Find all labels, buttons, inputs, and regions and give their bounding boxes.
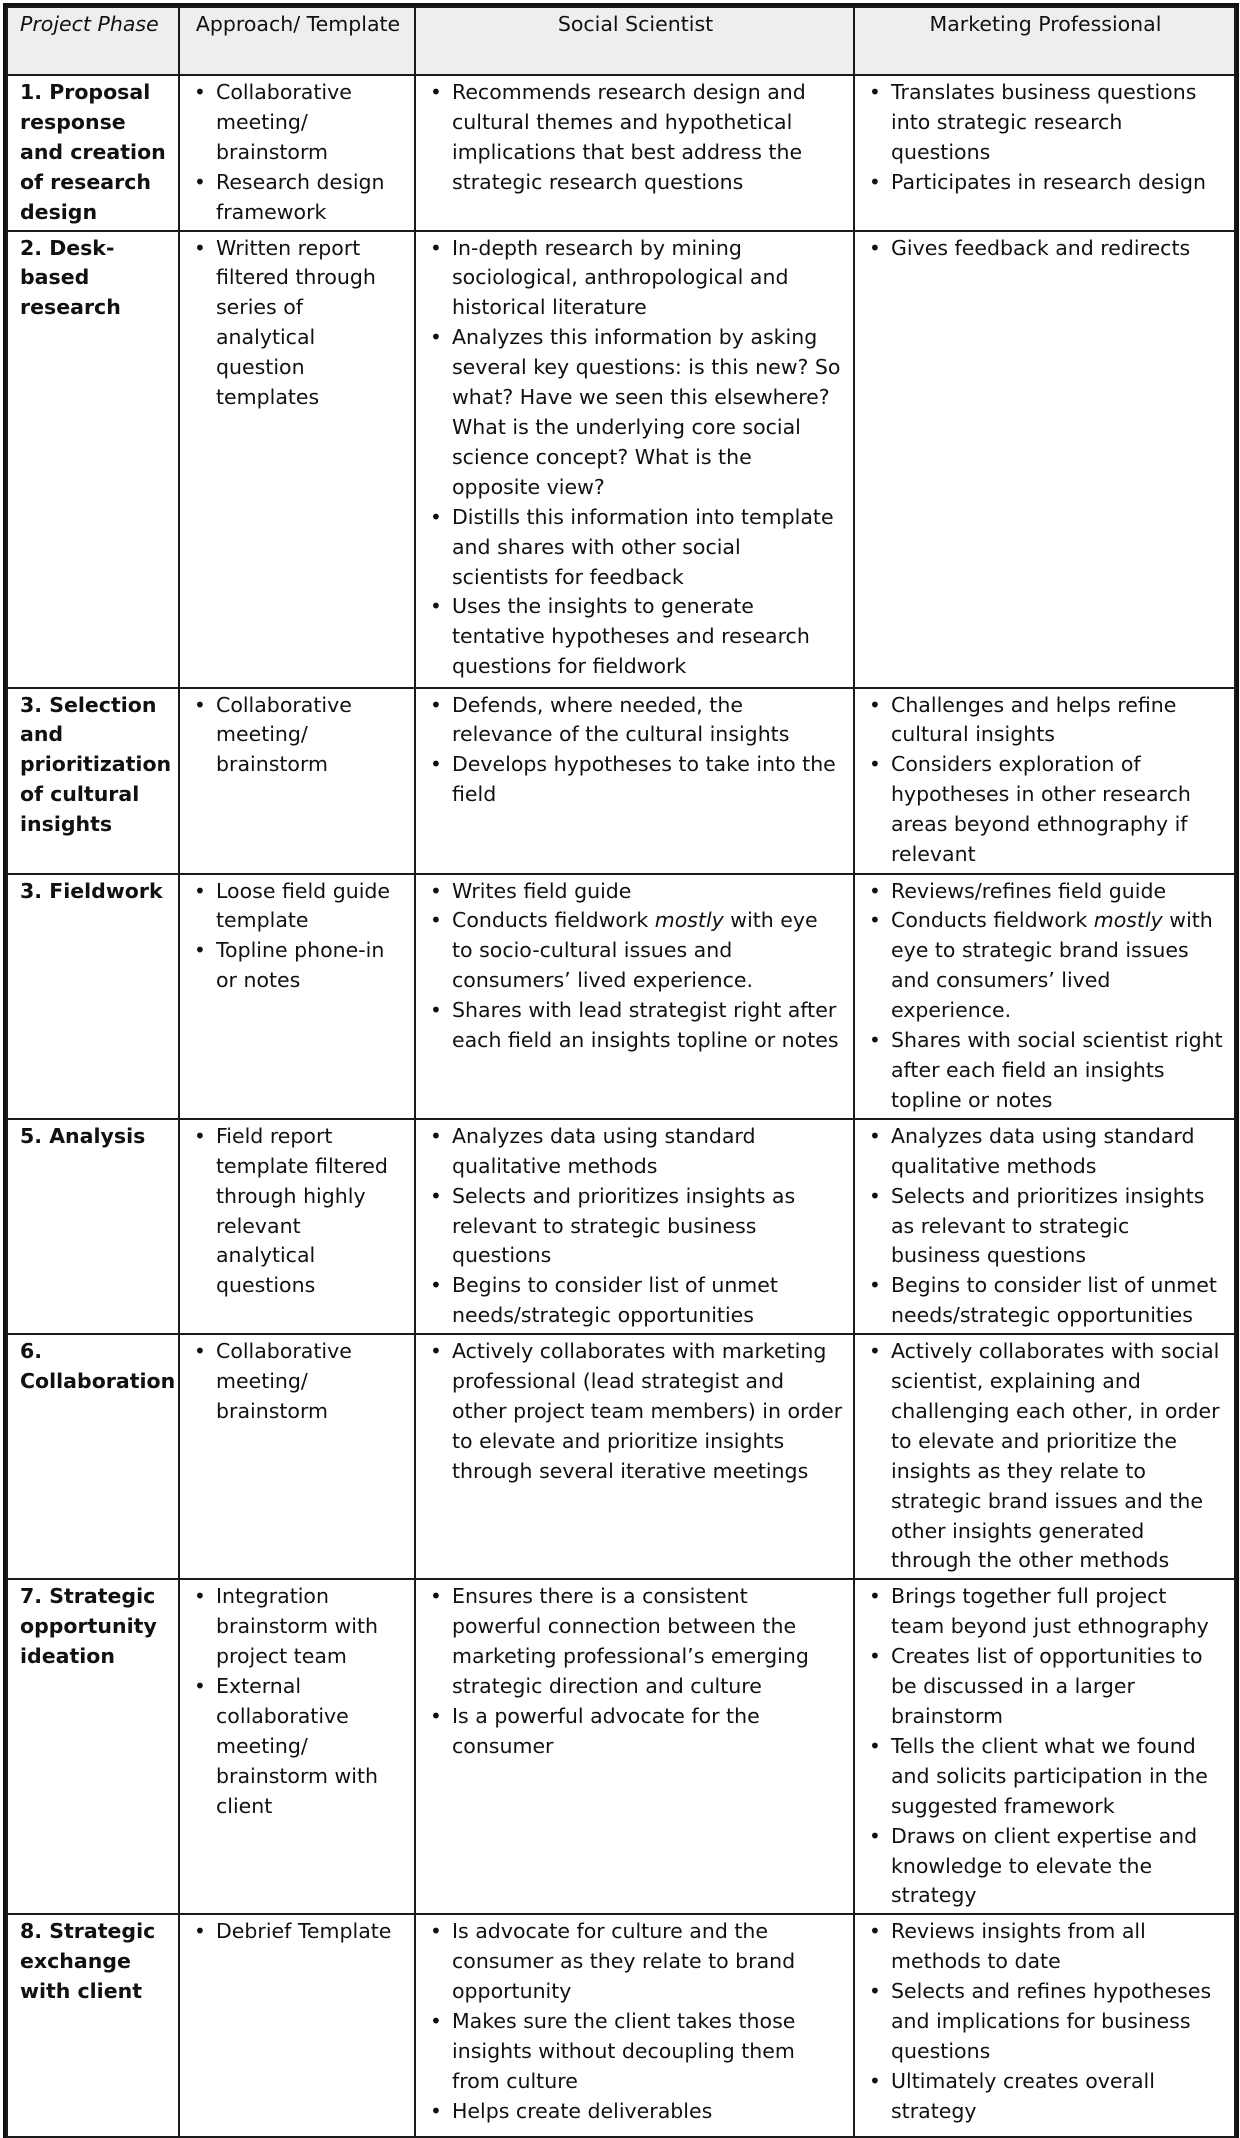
bullet-item: • Develops hypotheses to take into the field	[428, 750, 843, 810]
bullet-item: • Selects and prioritizes insights as relevant to strategic business questions	[867, 1182, 1224, 1272]
marketing-cell	[854, 1579, 1235, 1914]
bullet-item: • Collaborative meeting/ brainstorm	[192, 1337, 404, 1427]
marketing-cell	[854, 688, 1235, 874]
bullet-item: • Draws on client expertise and knowledge to elevate the strategy	[867, 1822, 1224, 1912]
header-row	[7, 7, 1235, 75]
roles-table	[6, 6, 1236, 2138]
bullet-item: • Begins to consider list of unmet needs/strategic opportunities	[428, 1271, 843, 1331]
marketing-bullet-list	[867, 877, 1224, 1116]
bullet-item: • Writes field guide	[428, 877, 843, 907]
marketing-bullet-list	[867, 1582, 1224, 1911]
social-bullet-list	[428, 1917, 843, 2126]
table-header	[7, 7, 1235, 75]
bullet-item: • Ultimately creates overall strategy	[867, 2067, 1224, 2127]
bullet-item: • Actively collaborates with marketing professional (lead strategist and other project team members) in order to elevate and prioritize insights through several iterative meetings	[428, 1337, 843, 1487]
bullet-item: • Analyzes data using standard qualitative methods	[867, 1122, 1224, 1182]
bullet-item: • Uses the insights to generate tentative hypotheses and research questions for fieldwork	[428, 592, 843, 682]
phase-cell: 3. Selection and prioritization of cultural insights	[7, 688, 179, 874]
table-row	[7, 1334, 1235, 1579]
bullet-item: • Shares with lead strategist right after each field an insights topline or notes	[428, 996, 843, 1056]
marketing-bullet-list	[867, 78, 1224, 198]
approach-cell	[179, 688, 415, 874]
bullet-item: • Helps create deliverables	[428, 2097, 843, 2127]
table-row	[7, 688, 1235, 874]
table-row	[7, 75, 1235, 231]
social-bullet-list	[428, 234, 843, 683]
header-social-scientist: Social Scientist	[415, 7, 854, 75]
social-cell	[415, 688, 854, 874]
approach-bullet-list	[192, 234, 404, 413]
bullet-item: • Challenges and helps refine cultural insights	[867, 691, 1224, 751]
bullet-item: • Conducts fieldwork mostly with eye to strategic brand issues and consumers’ lived experience.	[867, 906, 1224, 1026]
bullet-item: • Shares with social scientist right after each field an insights topline or notes	[867, 1026, 1224, 1116]
social-bullet-list	[428, 691, 843, 811]
approach-cell	[179, 1334, 415, 1579]
social-bullet-list	[428, 78, 843, 198]
bullet-item: • Brings together full project team beyond just ethnography	[867, 1582, 1224, 1642]
social-bullet-list	[428, 1337, 843, 1487]
bullet-item: • Recommends research design and cultural themes and hypothetical implications that best address the strategic research questions	[428, 78, 843, 198]
bullet-item: • Considers exploration of hypotheses in other research areas beyond ethnography if relevant	[867, 750, 1224, 870]
bullet-item: • Gives feedback and redirects	[867, 234, 1224, 264]
approach-bullet-list	[192, 1582, 404, 1821]
bullet-item: • Is advocate for culture and the consumer as they relate to brand opportunity	[428, 1917, 843, 2007]
bullet-item: • Integration brainstorm with project team	[192, 1582, 404, 1672]
social-bullet-list	[428, 1582, 843, 1761]
bullet-item: • Selects and prioritizes insights as relevant to strategic business questions	[428, 1182, 843, 1272]
phase-cell: 1. Proposal response and creation of research design	[7, 75, 179, 231]
phase-cell: 6. Collaboration	[7, 1334, 179, 1579]
bullet-item: • Debrief Template	[192, 1917, 404, 1947]
bullet-item: • External collaborative meeting/ brainstorm with client	[192, 1672, 404, 1822]
marketing-cell	[854, 1914, 1235, 2137]
header-project-phase: Project Phase	[7, 7, 179, 75]
bullet-item: • Reviews/refines field guide	[867, 877, 1224, 907]
table-row	[7, 231, 1235, 688]
table-row	[7, 1914, 1235, 2137]
table-row	[7, 1579, 1235, 1914]
phase-cell: 3. Fieldwork	[7, 874, 179, 1119]
social-cell	[415, 231, 854, 688]
marketing-cell	[854, 874, 1235, 1119]
bullet-item: • Creates list of opportunities to be discussed in a larger brainstorm	[867, 1642, 1224, 1732]
social-cell	[415, 1334, 854, 1579]
approach-cell	[179, 1579, 415, 1914]
approach-bullet-list	[192, 78, 404, 228]
marketing-bullet-list	[867, 1917, 1224, 2126]
bullet-item: • Collaborative meeting/ brainstorm	[192, 78, 404, 168]
emphasis-text: mostly	[654, 908, 724, 933]
social-cell	[415, 1119, 854, 1334]
bullet-item: • Tells the client what we found and solicits participation in the suggested framework	[867, 1732, 1224, 1822]
bullet-item: • Collaborative meeting/ brainstorm	[192, 691, 404, 781]
marketing-bullet-list	[867, 1337, 1224, 1576]
header-marketing-professional: Marketing Professional	[854, 7, 1235, 75]
social-cell	[415, 874, 854, 1119]
bullet-item: • Distills this information into template and shares with other social scientists for feedback	[428, 503, 843, 593]
social-bullet-list	[428, 1122, 843, 1331]
marketing-cell	[854, 75, 1235, 231]
approach-cell	[179, 1914, 415, 2137]
bullet-item: • Loose field guide template	[192, 877, 404, 937]
bullet-item: • Is a powerful advocate for the consumer	[428, 1702, 843, 1762]
phase-cell: 7. Strategic opportunity ideation	[7, 1579, 179, 1914]
bullet-item: • Analyzes data using standard qualitative methods	[428, 1122, 843, 1182]
approach-cell	[179, 231, 415, 688]
bullet-item: • Analyzes this information by asking several key questions: is this new? So what? Have we seen this elsewhere? What is the underlying core social science concept? What is the opposite view?	[428, 323, 843, 502]
bullet-item: • Translates business questions into strategic research questions	[867, 78, 1224, 168]
bullet-item: • Conducts fieldwork mostly with eye to socio-cultural issues and consumers’ lived experience.	[428, 906, 843, 996]
table-row	[7, 1119, 1235, 1334]
bullet-item: • Topline phone-in or notes	[192, 936, 404, 996]
approach-bullet-list	[192, 1337, 404, 1427]
bullet-item: • Field report template filtered through highly relevant analytical questions	[192, 1122, 404, 1301]
bullet-item: • Participates in research design	[867, 168, 1224, 198]
marketing-cell	[854, 231, 1235, 688]
social-cell	[415, 75, 854, 231]
bullet-item: • Begins to consider list of unmet needs/strategic opportunities	[867, 1271, 1224, 1331]
bullet-item: • Actively collaborates with social scientist, explaining and challenging each other, in order to elevate and prioritize the insights as they relate to strategic brand issues and the other insights generated through the other methods	[867, 1337, 1224, 1576]
bullet-item: • Ensures there is a consistent powerful connection between the marketing professional’s emerging strategic direction and culture	[428, 1582, 843, 1702]
marketing-bullet-list	[867, 234, 1224, 264]
table-row	[7, 874, 1235, 1119]
social-cell	[415, 1914, 854, 2137]
social-cell	[415, 1579, 854, 1914]
marketing-bullet-list	[867, 691, 1224, 870]
marketing-bullet-list	[867, 1122, 1224, 1331]
bullet-item: • Selects and refines hypotheses and implications for business questions	[867, 1977, 1224, 2067]
bullet-item: • Reviews insights from all methods to date	[867, 1917, 1224, 1977]
table-body	[7, 75, 1235, 2137]
bullet-item: • Makes sure the client takes those insights without decoupling them from culture	[428, 2007, 843, 2097]
approach-bullet-list	[192, 691, 404, 781]
emphasis-text: mostly	[1093, 908, 1163, 933]
social-bullet-list	[428, 877, 843, 1056]
approach-bullet-list	[192, 1917, 404, 1947]
phase-cell: 8. Strategic exchange with client	[7, 1914, 179, 2137]
approach-cell	[179, 1119, 415, 1334]
bullet-item: • Written report filtered through series of analytical question templates	[192, 234, 404, 413]
bullet-item: • In-depth research by mining sociological, anthropological and historical literature	[428, 234, 843, 324]
header-approach-template: Approach/ Template	[179, 7, 415, 75]
approach-cell	[179, 75, 415, 231]
bullet-item: • Defends, where needed, the relevance of the cultural insights	[428, 691, 843, 751]
approach-bullet-list	[192, 877, 404, 997]
phase-cell: 2. Desk-based research	[7, 231, 179, 688]
approach-cell	[179, 874, 415, 1119]
phase-cell: 5. Analysis	[7, 1119, 179, 1334]
approach-bullet-list	[192, 1122, 404, 1301]
marketing-cell	[854, 1334, 1235, 1579]
bullet-item: • Research design framework	[192, 168, 404, 228]
marketing-cell	[854, 1119, 1235, 1334]
